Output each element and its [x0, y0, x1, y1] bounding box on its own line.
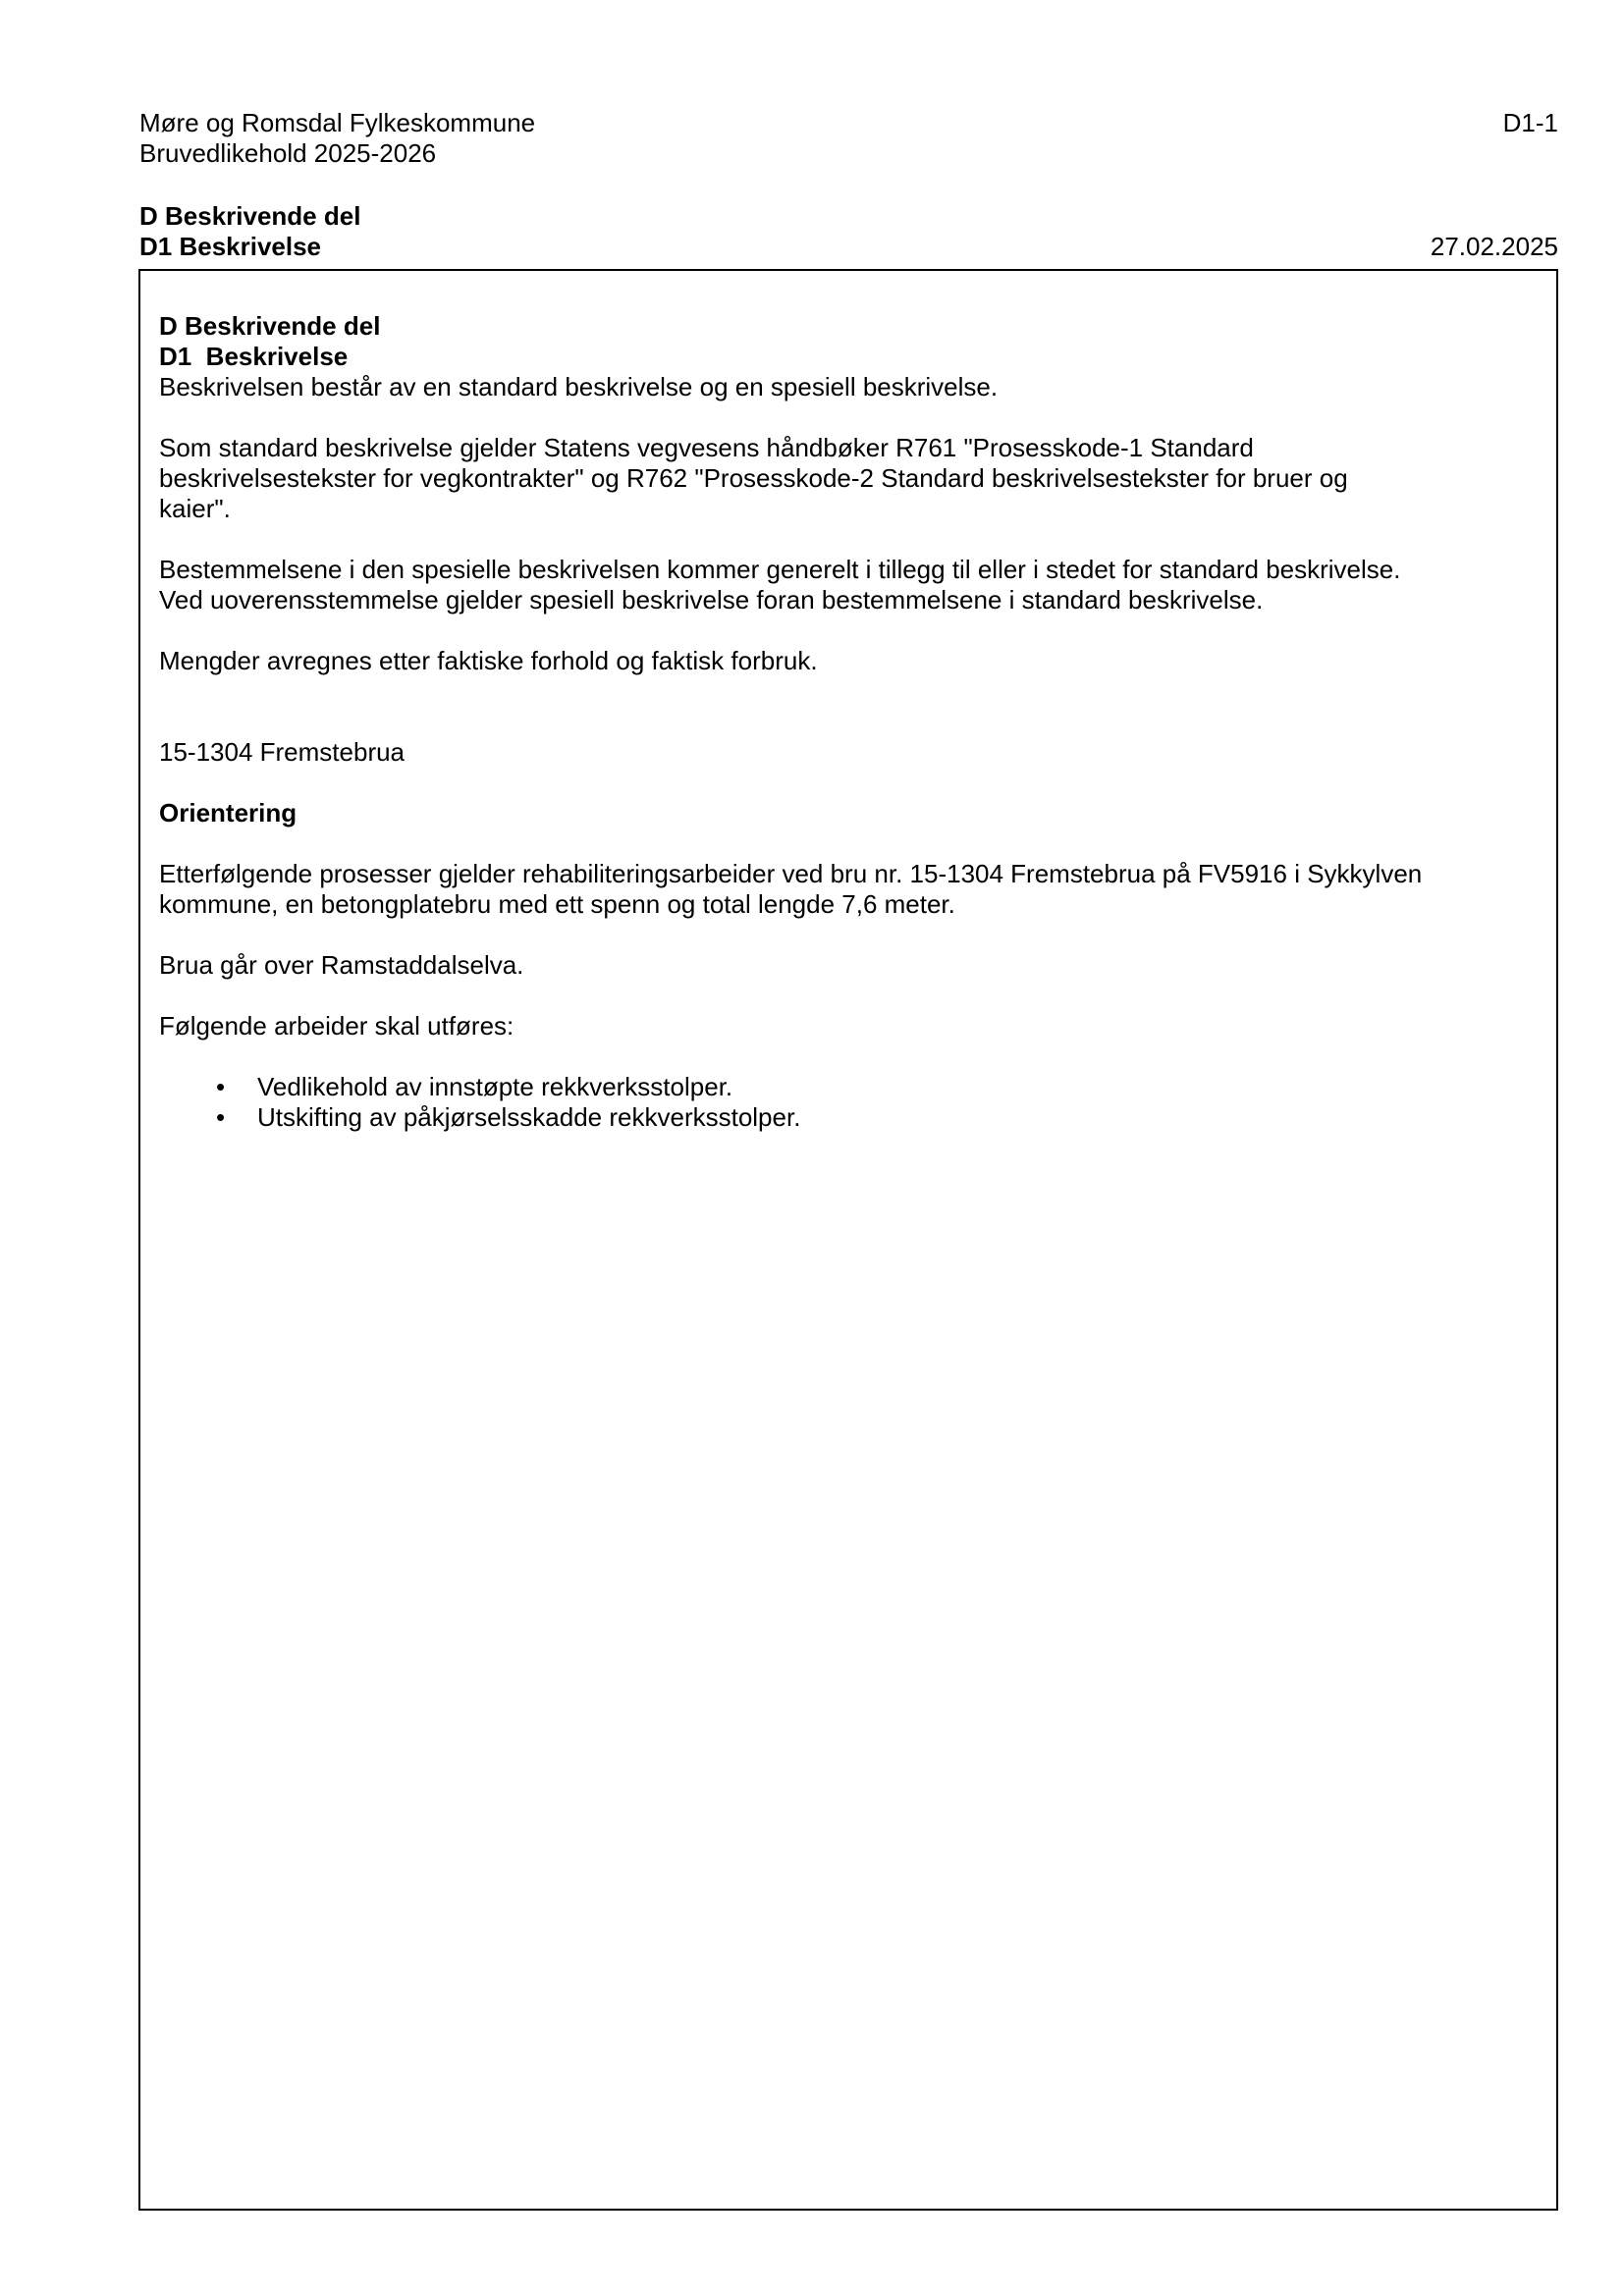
header-page-number: D1-1 — [1502, 108, 1558, 137]
river-paragraph: Brua går over Ramstaddalselva. — [159, 950, 524, 980]
header-project: Bruvedlikehold 2025-2026 — [139, 138, 437, 168]
orientation-heading: Orientering — [159, 798, 298, 828]
list-item-text: Utskifting av påkjørselsskadde rekkverksstolper. — [257, 1102, 801, 1132]
standard-description-line: Som standard beskrivelse gjelder Statens vegvesens håndbøker R761 "Prosesskode-1 Standard — [159, 433, 1254, 462]
body-heading-2: D1 Beskrivelse — [159, 342, 349, 371]
list-item — [159, 1072, 1534, 1102]
header-section-title: D Beskrivende del — [139, 201, 361, 231]
special-description-line: Bestemmelsene i den spesielle beskrivelsen kommer generelt i tillegg til eller i stedet for standard beskrivelse. — [159, 555, 1401, 584]
orientation-line: kommune, en betongplatebru med ett spenn og total lengde 7,6 meter. — [159, 889, 955, 919]
works-list — [159, 1072, 1534, 1133]
standard-description-line: kaier". — [159, 494, 231, 523]
body-heading-1: D Beskrivende del — [159, 311, 381, 341]
bridge-id: 15-1304 Fremstebrua — [159, 737, 406, 767]
special-description-line: Ved uoverensstemmelse gjelder spesiell beskrivelse foran bestemmelsene i standard beskrivelse. — [159, 585, 1264, 614]
bullet-icon: • — [216, 1102, 226, 1132]
header-organization: Møre og Romsdal Fylkeskommune — [139, 108, 536, 137]
bullet-icon: • — [216, 1072, 226, 1101]
quantities-paragraph: Mengder avregnes etter faktiske forhold og faktisk forbruk. — [159, 646, 818, 675]
header-subsection-title: D1 Beskrivelse — [139, 232, 322, 261]
intro-paragraph: Beskrivelsen består av en standard beskrivelse og en spesiell beskrivelse. — [159, 372, 999, 401]
list-item — [159, 1102, 1534, 1133]
list-item-text: Vedlikehold av innstøpte rekkverksstolper. — [257, 1072, 733, 1101]
orientation-line: Etterfølgende prosesser gjelder rehabiliteringsarbeider ved bru nr. 15-1304 Fremstebrua på FV5916 i Sykkylven — [159, 859, 1423, 888]
works-intro: Følgende arbeider skal utføres: — [159, 1011, 514, 1041]
document-body — [159, 311, 1534, 1133]
standard-description-line: beskrivelsestekster for vegkontrakter" og R762 "Prosesskode-2 Standard beskrivelsestekster for bruer og — [159, 463, 1348, 493]
header-date: 27.02.2025 — [1430, 232, 1558, 261]
